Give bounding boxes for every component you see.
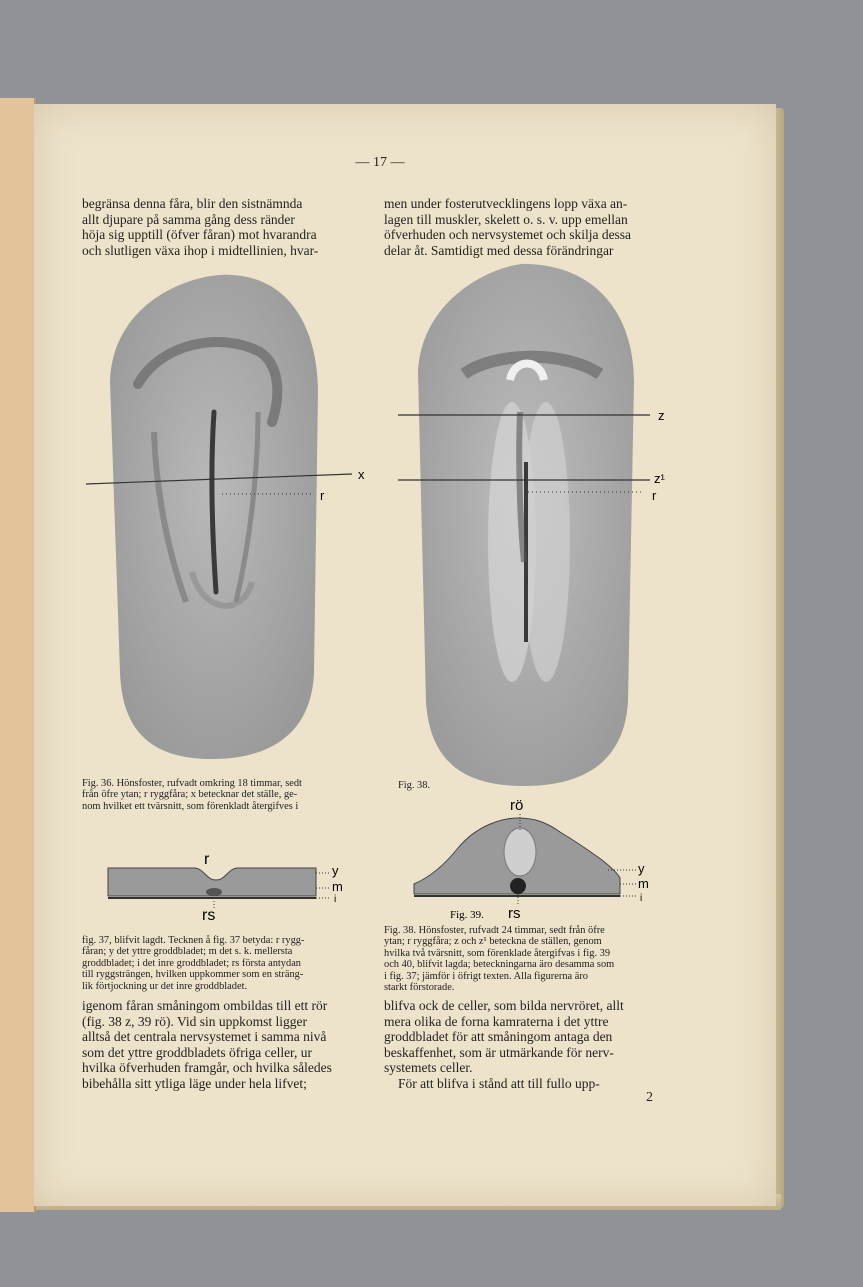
figure-36-caption [82,778,372,812]
label-i: i [640,893,643,904]
signature-mark: 2 [646,1090,653,1105]
caption-line: hvilka två tvärsnitt, som förenklade återgifvas i fig. 39 [384,947,611,959]
figure-38-label: Fig. 38. [398,780,431,791]
text-line: höja sig upptill (öfver fåran) mot hvarandra [82,227,317,243]
previous-page-edge [0,98,36,1212]
text-line: systemets celler. [384,1060,473,1076]
text-line: alltså det centrala nervsystemet i samma nivå [82,1029,327,1045]
text-line: som det yttre groddbladets öfriga celler, ur [82,1044,313,1060]
label-x: x [358,467,365,482]
caption-line: ytan; r ryggfåra; z och z¹ beteckna de ställen, genom [384,936,602,948]
label-z1: z¹ [654,471,665,486]
label-i: i [334,894,337,905]
label-rs: rs [202,907,216,924]
label-rs: rs [508,905,521,922]
label-r: r [320,488,325,503]
caption-line: groddbladet; i det inre groddbladet; rs första antydan [82,957,302,969]
notochord [510,878,526,894]
text-line: öfverhuden och nervsystemet och skilja dessa [384,227,632,243]
label-fig39: Fig. 39. [450,909,484,921]
text-line: mera olika de forna kamraterna i det yttre [384,1013,609,1029]
caption-line: och 40, blifvit lagda; beteckningarna äro desamma som [384,959,615,971]
text-line: beskaffenhet, som är utmärkande för nerv- [384,1044,614,1060]
label-z: z [658,408,665,423]
text-line: igenom fåran småningom ombildas till ett rör [82,998,328,1013]
text-line: delar åt. Samtidigt med dessa förändringar [384,242,614,258]
label-r: r [652,488,657,503]
caption-line: fåran; y det yttre groddbladet; m det s. k. mellersta [82,946,293,958]
caption-line: starkt förstorade. [384,982,455,994]
figure-38-embryo [394,262,684,792]
text-line: bibehålla sitt ytliga läge under hela lifvet; [82,1075,307,1091]
label-m: m [332,879,343,894]
neural-tube [504,828,536,876]
label-y: y [332,863,339,878]
text-line: lagen till muskler, skelett o. s. v. upp emellan [384,211,628,227]
text-line: blifva ock de celler, som bilda nervröret, allt [384,998,624,1013]
text-line: och slutligen växa ihop i midtellinien, hvar- [82,242,319,258]
neural-groove-right [522,402,570,682]
page-number: — 17 — [355,155,405,170]
bottom-left-column [82,998,372,1092]
label-y: y [638,861,645,876]
figure-38-caption [384,925,678,993]
figure-39-section [408,798,668,923]
top-right-column [384,196,678,258]
text-line: groddbladet för att småningom antaga den [384,1029,613,1045]
caption-line: i fig. 37; jämför i öfrigt texten. Alla figurerna äro [384,970,588,982]
figure-37-section [102,850,362,925]
top-left-column [82,196,372,258]
caption-line: till ryggsträngen, hvilken uppkommer som en sträng- [82,969,304,981]
caption-line: fig. 37, blifvit lagdt. Tecknen å fig. 37 betyda: r rygg- [82,935,305,946]
text-line: men under fosterutvecklingens lopp växa an- [384,196,628,211]
caption-line: lik förtjockning ur det inre groddbladet. [82,980,248,992]
text-line: allt djupare på samma gång dess ränder [82,211,295,227]
figure-37-caption [82,935,372,992]
label-ro: rö [510,798,524,814]
notochord [206,888,222,896]
caption-line: Fig. 36. Hönsfoster, rufvadt omkring 18 timmar, sedt [82,778,302,789]
figure-36-embryo [82,272,372,762]
text-line: begränsa denna fåra, blir den sistnämnda [82,196,303,211]
label-r: r [204,851,210,868]
caption-line: från öfre ytan; r ryggfåra; x betecknar det ställe, ge- [82,789,298,801]
text-line: (fig. 38 z, 39 rö). Vid sin uppkomst ligger [82,1013,308,1029]
label-m: m [638,876,649,891]
caption-line: nom hvilket ett tvärsnitt, som förenkladt återgifves i [82,800,299,812]
text-line: För att blifva i stånd att till fullo upp- [398,1075,600,1091]
text-line: hvilka öfverhuden framgår, och hvilka således [82,1060,332,1076]
caption-line: Fig. 38. Hönsfoster, rufvadt 24 timmar, sedt från öfre [384,925,605,936]
bottom-right-column [384,998,678,1092]
